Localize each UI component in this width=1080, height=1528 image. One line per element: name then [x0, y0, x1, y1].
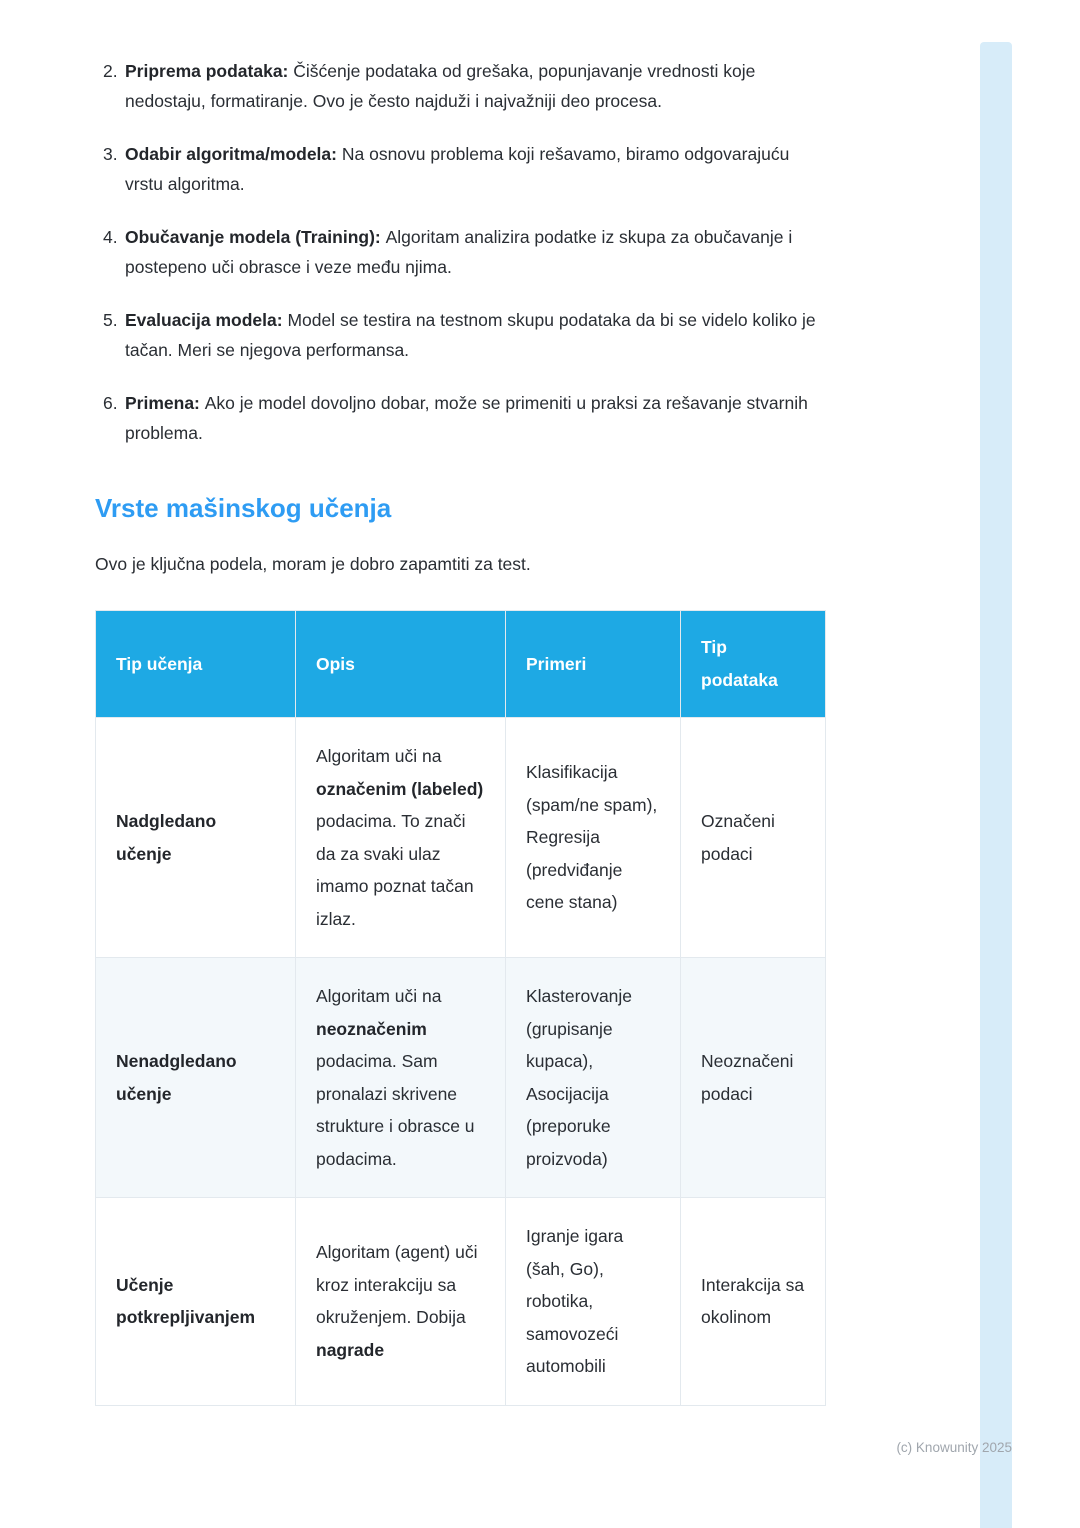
numbered-list [95, 56, 827, 448]
list-item-text [125, 222, 827, 282]
table-cell [681, 958, 826, 1198]
text-run: Na osnovu problema koji rešavamo, biramo odgovarajuću vrstu algoritma. [125, 144, 790, 194]
text-run: Igranje igara (šah, Go), robotika, samovozeći automobili [526, 1226, 624, 1376]
table-cell [681, 1198, 826, 1406]
learning-types-table [95, 610, 826, 1406]
table-cell [296, 1198, 506, 1406]
table-cell [96, 718, 296, 958]
list-item [103, 222, 827, 282]
text-run: Klasterovanje (grupisanje kupaca), Asocijacija (preporuke proizvoda) [526, 986, 633, 1169]
table-body [96, 718, 826, 1406]
bold-text: označenim (labeled) [316, 778, 484, 799]
table-cell [681, 718, 826, 958]
table-cell [506, 1198, 681, 1406]
list-item [103, 139, 827, 199]
list-item-number: 4. [103, 227, 118, 247]
bold-text: Evaluacija modela: [125, 310, 288, 330]
text-run: Algoritam uči na [316, 746, 442, 766]
text-run: Algoritam analizira podatke iz skupa za obučavanje i postepeno uči obrasce i veze među njima. [125, 227, 793, 277]
list-item-text [125, 388, 827, 448]
list-item-number: 3. [103, 144, 118, 164]
text-run: Interakcija sa okolinom [701, 1274, 805, 1328]
bold-text: Priprema podataka: [125, 61, 294, 81]
column-header: Tip učenja [96, 611, 296, 718]
table-cell [296, 958, 506, 1198]
text-run: Ako je model dovoljno dobar, može se primeniti u praksi za rešavanje stvarnih problema. [125, 393, 808, 443]
list-item-number: 2. [103, 61, 118, 81]
list-item-text [125, 56, 827, 116]
text-run: Klasifikacija (spam/ne spam), Regresija (predviđanje cene stana) [526, 762, 658, 913]
list-item-text [125, 139, 827, 199]
bold-text: neoznačenim [316, 1018, 427, 1039]
table-cell [96, 958, 296, 1198]
bold-text: Obučavanje modela (Training): [125, 227, 386, 247]
text-run: Model se testira na testnom skupu podataka da bi se videlo koliko je tačan. Meri se njegova performansa. [125, 310, 816, 360]
list-item-number: 5. [103, 310, 118, 330]
bold-text: Nenadgledano učenje [116, 1051, 237, 1104]
text-run: Čišćenje podataka od grešaka, popunjavanje vrednosti koje nedostaju, formatiranje. Ovo je često najduži i najvažniji deo procesa. [125, 61, 756, 111]
list-item [103, 388, 827, 448]
list-item [103, 305, 827, 365]
section-heading: Vrste mašinskog učenja [95, 493, 392, 523]
table-row [96, 958, 826, 1198]
document-content [95, 0, 827, 1406]
intro-paragraph: Ovo je ključna podela, moram je dobro zapamtiti za test. [95, 554, 531, 574]
table-row [96, 1198, 826, 1406]
table-cell [296, 718, 506, 958]
list-item [103, 56, 827, 116]
text-run: Označeni podaci [701, 811, 775, 864]
bold-text: Učenje potkrepljivanjem [116, 1274, 256, 1328]
column-header: Opis [296, 611, 506, 718]
text-run: Algoritam uči na [316, 986, 442, 1006]
table-header [96, 611, 826, 718]
column-header: Tip podataka [681, 611, 826, 718]
page-edge-stripe [980, 42, 1012, 1528]
copyright-note: (c) Knowunity 2025 [896, 1440, 1012, 1455]
text-run: podacima. Sam pronalazi skrivene strukture i obrasce u podacima. [316, 1051, 475, 1169]
table-cell [506, 958, 681, 1198]
table-row [96, 718, 826, 958]
bold-text: Primena: [125, 393, 205, 413]
table-header-row [96, 611, 826, 718]
list-item-text [125, 305, 827, 365]
bold-text: Nadgledano učenje [116, 811, 217, 864]
list-item-number: 6. [103, 393, 118, 413]
bold-text: nagrade [316, 1339, 385, 1360]
table-cell [96, 1198, 296, 1406]
column-header: Primeri [506, 611, 681, 718]
text-run: Neoznačeni podaci [701, 1051, 794, 1104]
table-cell [506, 718, 681, 958]
bold-text: Odabir algoritma/modela: [125, 144, 342, 164]
text-run: podacima. To znači da za svaki ulaz imamo poznat tačan izlaz. [316, 811, 474, 929]
text-run: Algoritam (agent) uči kroz interakciju sa okruženjem. Dobija [316, 1242, 478, 1328]
